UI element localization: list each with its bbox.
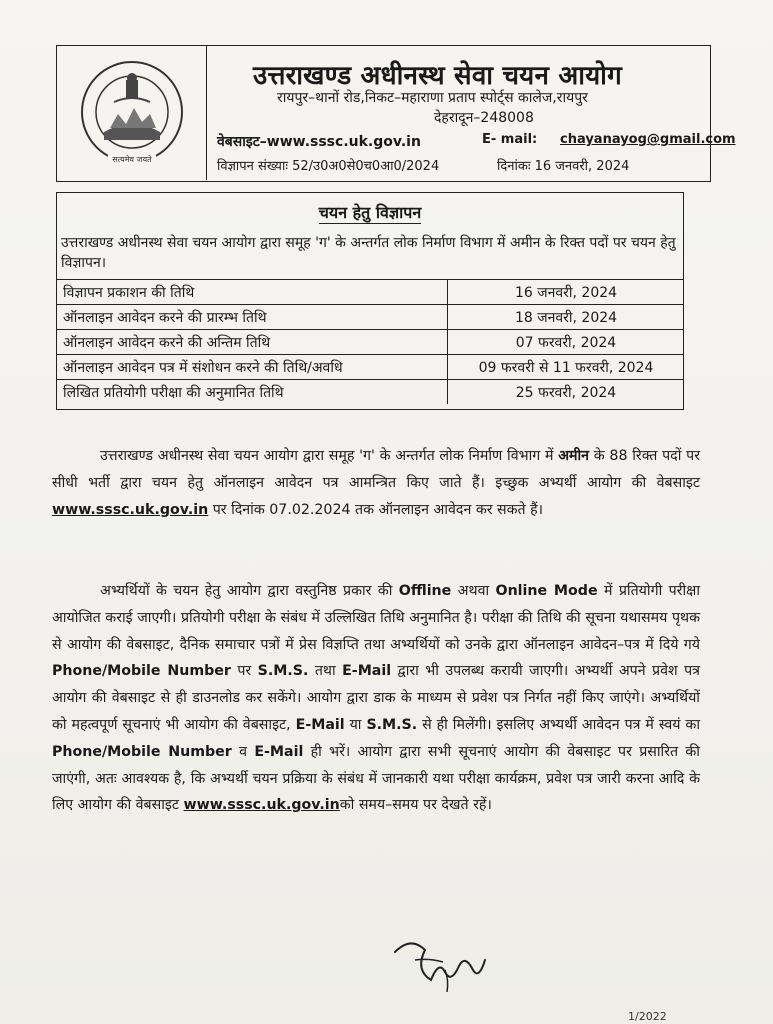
row-value: 18 जनवरी, 2024	[514, 310, 618, 326]
seal-caption: सत्यमेव जयते	[112, 155, 152, 164]
row-label: ऑनलाइन आवेदन पत्र में संशोधन करने की तिथि/अवधि	[63, 360, 343, 376]
issue-date: दिनांकः 16 जनवरी, 2024	[497, 159, 630, 174]
row-value: 09 फरवरी से 11 फरवरी, 2024	[478, 360, 654, 376]
row-label: ऑनलाइन आवेदन करने की अन्तिम तिथि	[63, 335, 271, 351]
paragraph-2: अभ्यर्थियों के चयन हेतु आयोग द्वारा वस्तुनिष्ठ प्रकार की Offline अथवा Online Mode में प्रतियोगी परीक्षा आयोजित कराई जाएगी। प्रतियोगी परीक्षा के संबंध में उल्लिखित तिथि अनुमानित है। परीक्षा की तिथि की सूचना यथासमय पृथक से आयोग की वेबसाइट, दैनिक समाचार पत्रों में प्रेस विज्ञप्ति तथा अभ्यर्थियों को उनके द्वारा ऑनलाइन आवेदन–पत्र में दिये गये Phone/Mobile Number पर S.M.S. तथा E-Mail द्वारा भी उपलब्ध करायी जाएगी। अभ्यर्थी अपने प्रवेश पत्र आयोग की वेबसाइट से ही डाउनलोड कर सकेंगे। आयोग द्वारा डाक के माध्यम से प्रवेश पत्र निर्गत नहीं किए जाएंगे। अभ्यर्थियों को महत्वपूर्ण सूचनाएं भी आयोग की वेबसाइट, E-Mail या S.M.S. से ही मिलेंगी। इसलिए अभ्यर्थी आवेदन पत्र में स्वयं का Phone/Mobile Number व E-Mail ही भरें। आयोग द्वारा सभी सूचनाएं आयोग की वेबसाइट पर प्रसारित की जाएंगी, अतः आवश्यक है, कि अभ्यर्थी चयन प्रक्रिया के संबंध में जानकारी यथा परीक्षा कार्यक्रम, प्रवेश पत्र जारी करना आदि के लिए आयोग की वेबसाइट www.sssc.uk.gov.inको समय–समय पर देखते रहें।	[52, 583, 701, 814]
advertisement-number: विज्ञापन संख्याः 52/उ0अ0से0च0आ0/2024	[217, 159, 440, 174]
table-row	[57, 354, 683, 379]
row-value: 25 फरवरी, 2024	[515, 385, 617, 401]
email-link[interactable]: chayanayog@gmail.com	[560, 132, 736, 147]
letterhead	[56, 45, 736, 182]
logo-cell	[57, 46, 207, 180]
table-row	[57, 329, 683, 354]
table-row	[57, 279, 683, 304]
row-value: 07 फरवरी, 2024	[515, 335, 617, 351]
website-link[interactable]: वेबसाइट–www.sssc.uk.gov.in	[217, 134, 421, 150]
address-line1: रायपुर–थानों रोड,निकट–महाराणा प्रताप स्पोर्ट्स कालेज,रायपुर	[277, 90, 588, 106]
table-row	[57, 304, 683, 329]
address-line2: देहरादून–248008	[434, 110, 534, 126]
website-link-inline[interactable]: www.sssc.uk.gov.in	[52, 501, 209, 518]
row-label: विज्ञापन प्रकाशन की तिथि	[63, 285, 195, 301]
notice-box	[56, 192, 684, 410]
notice-title: चयन हेतु विज्ञापन	[318, 203, 422, 222]
schedule-table	[57, 279, 683, 404]
notice-intro: उत्तराखण्ड अधीनस्थ सेवा चयन आयोग द्वारा समूह 'ग' के अन्तर्गत लोक निर्माण विभाग में अमीन के रिक्त पदों पर चयन हेतु विज्ञापन।	[61, 235, 676, 271]
email-label: E- mail:	[482, 132, 538, 147]
table-row	[57, 379, 683, 404]
page-number: 1/2022	[628, 1010, 667, 1023]
org-name: उत्तराखण्ड अधीनस्थ सेवा चयन आयोग	[253, 61, 622, 91]
paragraph-1: उत्तराखण्ड अधीनस्थ सेवा चयन आयोग द्वारा समूह 'ग' के अन्तर्गत लोक निर्माण विभाग में अमीन के 88 रिक्त पदों पर सीधी भर्ती द्वारा चयन हेतु ऑनलाइन आवेदन पत्र आमन्त्रित किए जाते हैं। इच्छुक अभ्यर्थी आयोग की वेबसाइट www.sssc.uk.gov.in पर दिनांक 07.02.2024 तक ऑनलाइन आवेदन कर सकते हैं।	[52, 448, 700, 518]
signature-icon	[385, 930, 515, 1000]
row-label: लिखित प्रतियोगी परीक्षा की अनुमानित तिथि	[63, 385, 284, 401]
row-value: 16 जनवरी, 2024	[514, 285, 618, 301]
commission-seal-icon	[74, 58, 190, 170]
website-link-inline[interactable]: www.sssc.uk.gov.in	[183, 797, 340, 814]
post-name: अमीन	[558, 448, 590, 464]
row-label: ऑनलाइन आवेदन करने की प्रारम्भ तिथि	[63, 310, 267, 326]
